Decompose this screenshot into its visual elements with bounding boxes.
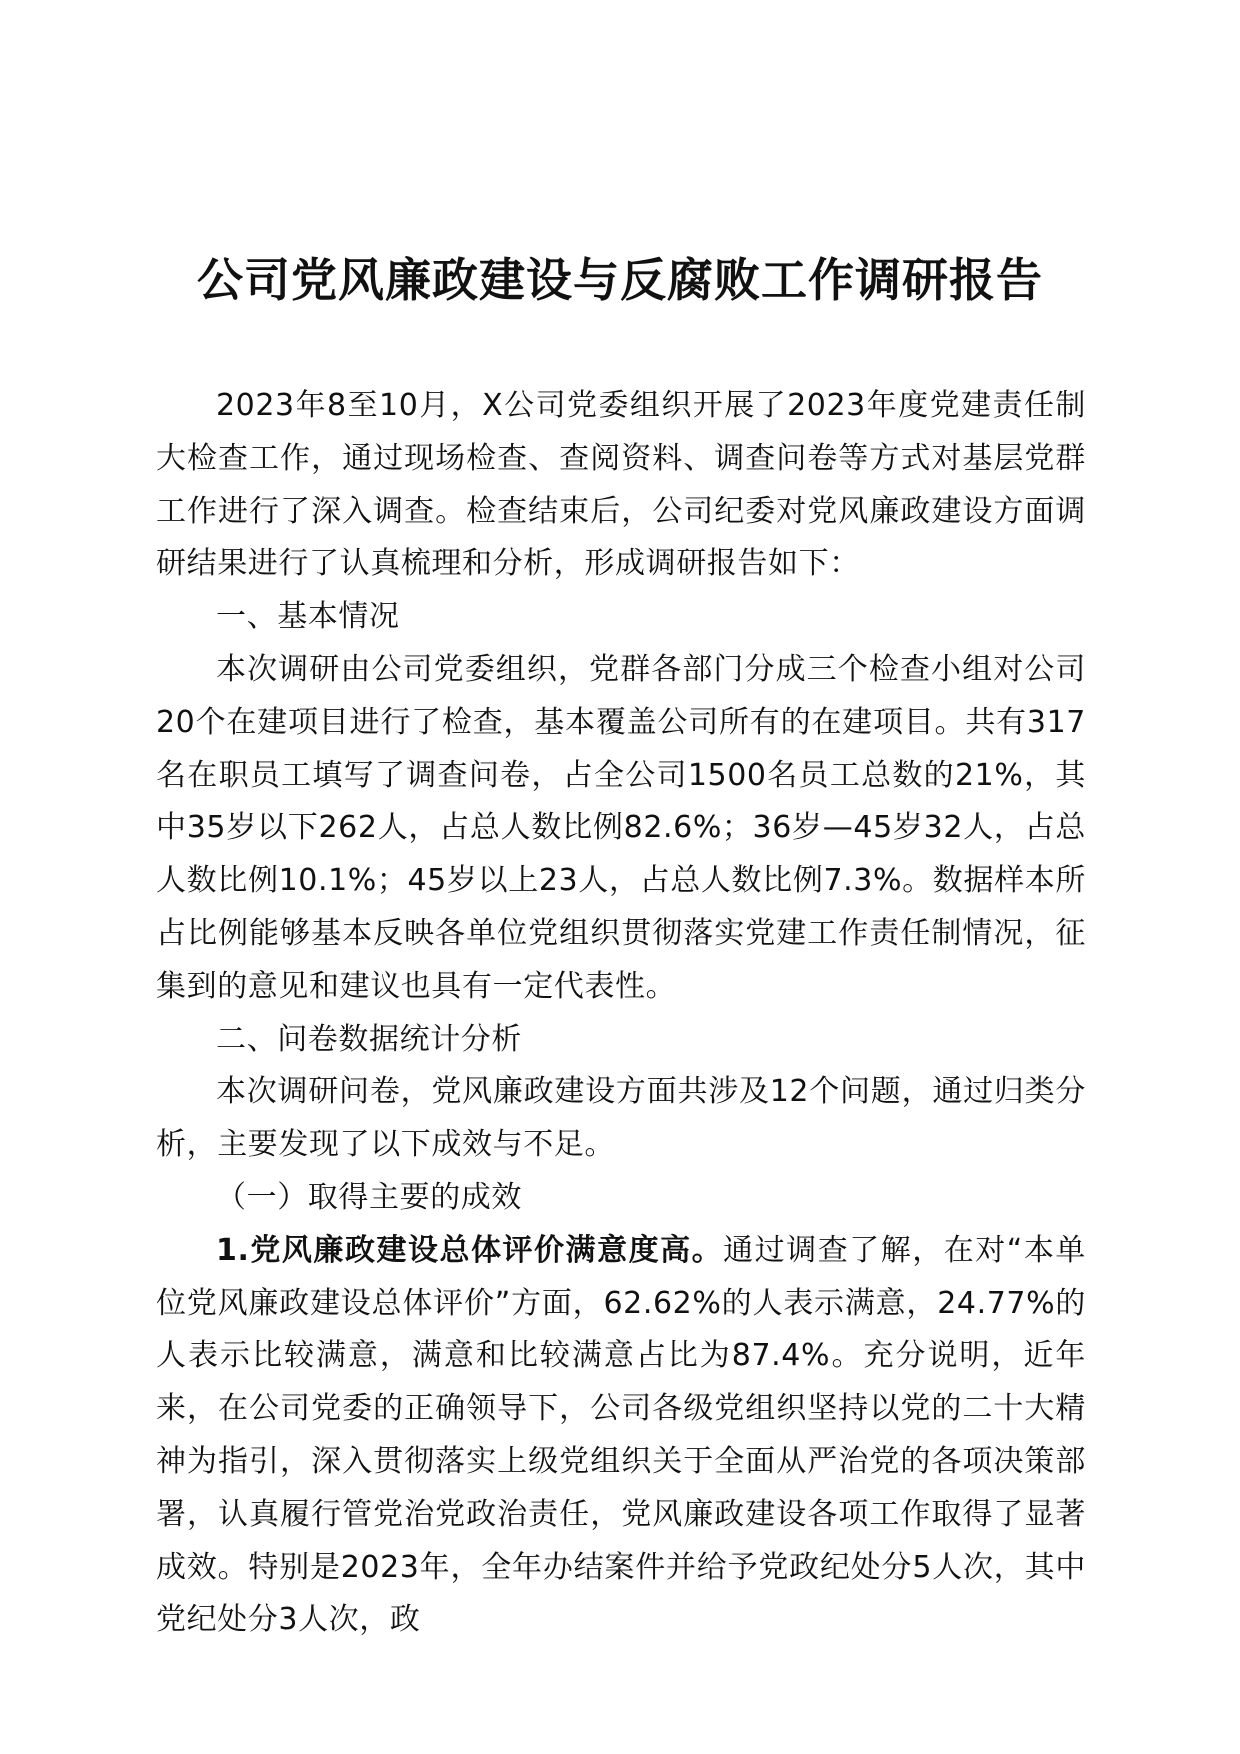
survey-analysis-paragraph: 本次调研问卷，党风廉政建设方面共涉及12个问题，通过归类分析，主要发现了以下成效与不足。 [156, 1074, 1086, 1163]
section-heading-survey-analysis: 二、问卷数据统计分析 [216, 1021, 522, 1057]
document-title: 公司党风廉政建设与反腐败工作调研报告 [197, 253, 1043, 307]
section-heading-basic-situation: 一、基本情况 [216, 599, 400, 635]
basic-situation-paragraph: 本次调研由公司党委组织，党群各部门分成三个检查小组对公司20个在建项目进行了检查，基本覆盖公司所有的在建项目。共有317名在职员工填写了调查问卷，占全公司1500名员工总数的21%，其中35岁以下262人，占总人数比例82.6%；36岁—45岁32人，占总人数比例10.1%；45岁以上23人，占总人数比例7.3%。数据样本所占比例能够基本反映各单位党组织贯彻落实党建工作责任制情况，征集到的意见和建议也具有一定代表性。 [156, 651, 1086, 1004]
intro-paragraph: 2023年8至10月，X公司党委组织开展了2023年度党建责任制大检查工作，通过现场检查、查阅资料、调查问卷等方式对基层党群工作进行了深入调查。检查结束后，公司纪委对党风廉政建设方面调研结果进行了认真梳理和分析，形成调研报告如下： [156, 388, 1086, 582]
achievement-item-1-text: 通过调查了解，在对“本单位党风廉政建设总体评价”方面，62.62%的人表示满意，24.77%的人表示比较满意，满意和比较满意占比为87.4%。充分说明，近年来，在公司党委的正确领导下，公司各级党组织坚持以党的二十大精神为指引，深入贯彻落实上级党组织关于全面从严治党的各项决策部署，认真履行管党治党政治责任，党风廉政建设各项工作取得了显著成效。特别是2023年，全年办结案件并给予党政纪处分5人次，其中党纪处分3人次，政 [156, 1232, 1086, 1638]
achievement-item-1 [156, 1225, 1086, 1647]
achievement-item-1-lead: 1.党风廉政建设总体评价满意度高。 [216, 1232, 724, 1268]
subsection-heading-achievements: （一）取得主要的成效 [216, 1179, 522, 1215]
document-body [156, 380, 1086, 1647]
